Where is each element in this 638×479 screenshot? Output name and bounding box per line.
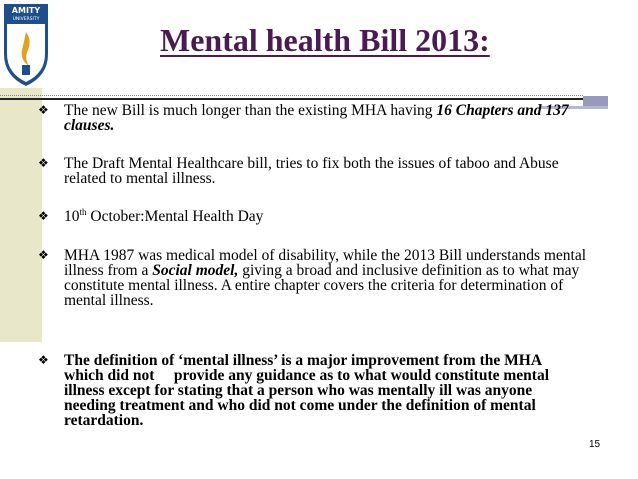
diamond-bullet-icon: ❖ bbox=[38, 353, 49, 367]
diamond-bullet-icon: ❖ bbox=[38, 156, 49, 170]
left-decorative-bar bbox=[0, 88, 42, 342]
bullet-item-2: ❖ The Draft Mental Healthcare bill, tries to fix both the issues of taboo and Abuse related to mental illness. bbox=[38, 155, 559, 187]
svg-text:AMITY: AMITY bbox=[11, 6, 41, 15]
bullet-item-3: ❖ 10th October:Mental Health Day bbox=[38, 206, 264, 225]
social-model-emphasis: Social model, bbox=[152, 262, 239, 279]
diamond-bullet-icon: ❖ bbox=[38, 248, 49, 262]
amity-logo bbox=[2, 2, 50, 88]
page-number: 15 bbox=[589, 439, 601, 450]
svg-text:UNIVERSITY: UNIVERSITY bbox=[12, 17, 40, 22]
slide-title: Mental health Bill 2013: bbox=[160, 22, 490, 58]
bullet-item-1: ❖ The new Bill is much longer than the existing MHA having 16 Chapters and 137 clauses. bbox=[38, 102, 569, 134]
chapters-emphasis: 16 Chapters and 137 clauses. bbox=[64, 102, 569, 134]
bullet-item-5: ❖ The definition of ‘mental illness’ is a major improvement from the MHA which did not provide any guidance as to what would constitute mental illness except for stating that a person who was mentally ill was anyone needing treatment and who did not come under the definition of mental retardation. bbox=[38, 352, 553, 429]
diamond-bullet-icon: ❖ bbox=[38, 103, 49, 117]
title-divider-dotted bbox=[0, 95, 583, 96]
diamond-bullet-icon: ❖ bbox=[38, 209, 49, 223]
title-divider bbox=[0, 98, 583, 100]
bullet-item-4: ❖ MHA 1987 was medical model of disability, while the 2013 Bill understands mental illness from a Social model, giving a broad and inclusive definition as to what may constitute mental illness. A entire chapter covers the criteria for determination of mental illness. bbox=[38, 247, 587, 309]
